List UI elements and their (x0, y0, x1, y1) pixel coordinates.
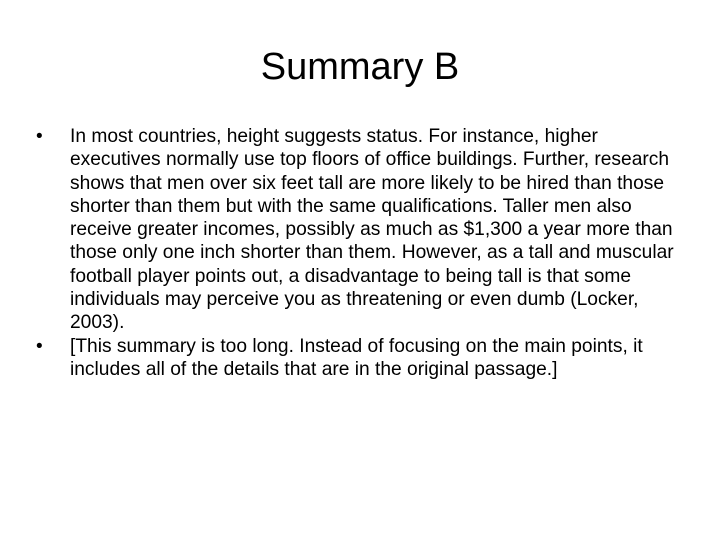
bullet-text: In most countries, height suggests status. For instance, higher executives normally use top floors of office buildings. Further, research shows that men over six feet tall are more likely to be hired than those shorter than them but with the same qualifications. Taller men also receive greater incomes, possibly as much as $1,300 a year more than those only one inch shorter than them. However, as a tall and muscular football player points out, a disadvantage to being tall is that some individuals may perceive you as threatening or even dumb (Locker, 2003). (70, 126, 674, 334)
bullet-item (36, 125, 686, 335)
slide-title: Summary B (260, 46, 460, 88)
bullet-list (36, 125, 686, 381)
bullet-item (36, 335, 686, 382)
bullet-marker: • (36, 335, 43, 357)
bullet-marker: • (36, 126, 43, 147)
bullet-text: [This summary is too long. Instead of focusing on the main points, it includes all of the details that are in the original passage.] (70, 335, 643, 380)
